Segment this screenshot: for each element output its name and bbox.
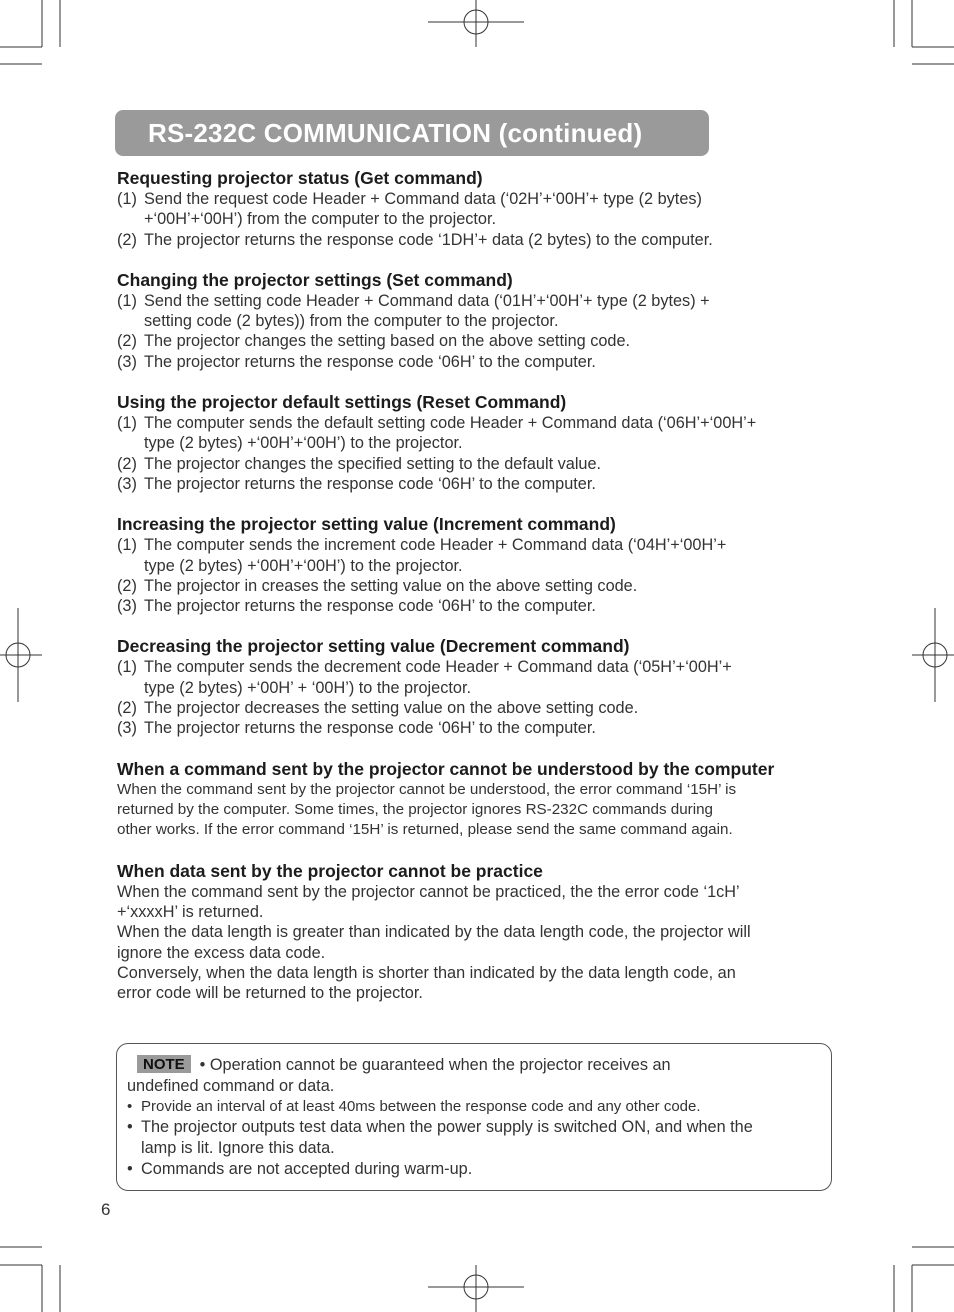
bullet-icon: • (127, 1097, 133, 1115)
section-heading: Changing the projector settings (Set command) (117, 269, 513, 290)
item-line: The projector returns the response code ‘06H’ to the computer. (144, 352, 596, 371)
item-line: type (2 bytes) +‘00H’+‘00H’) to the projector. (144, 434, 463, 453)
section-get-command (117, 168, 832, 250)
item-number: (2) (117, 230, 137, 249)
bullet-icon: • (127, 1159, 133, 1178)
item-number: (1) (117, 658, 137, 677)
section-heading: Requesting projector status (Get command) (117, 168, 483, 188)
note-text: Provide an interval of at least 40ms between the response code and any other code. (141, 1097, 701, 1115)
section-error-command (117, 759, 832, 841)
list-item (117, 230, 832, 250)
section-heading: When a command sent by the projector cannot be understood by the computer (117, 758, 775, 779)
paragraph-line: When the command sent by the projector cannot be practiced, the the error code ‘1cH’ (117, 882, 740, 901)
item-number: (1) (117, 291, 137, 310)
section-reset-command (117, 392, 832, 494)
item-line: The projector returns the response code ‘06H’ to the computer. (144, 719, 596, 738)
item-line: The projector returns the response code ‘06H’ to the computer. (144, 597, 596, 616)
item-number: (2) (117, 332, 137, 351)
page-number: 6 (101, 1200, 111, 1219)
item-line: type (2 bytes) +‘00H’+‘00H’) to the projector. (144, 556, 463, 575)
note-bullet-item (127, 1097, 821, 1118)
list-item (117, 331, 832, 351)
paragraph-line: +‘xxxxH’ is returned. (117, 903, 264, 922)
paragraph-line: other works. If the error command ‘15H’ is returned, please send the same command again. (117, 821, 733, 839)
list-item (117, 718, 832, 738)
item-number: (3) (117, 474, 137, 493)
list-item (117, 189, 832, 230)
paragraph-line: When the command sent by the projector cannot be understood, the error command ‘15H’ is (117, 780, 737, 798)
item-line: setting code (2 bytes)) from the computer to the projector. (144, 312, 559, 331)
list-item (117, 657, 832, 698)
section-heading: When data sent by the projector cannot be practice (117, 860, 543, 881)
item-number: (3) (117, 719, 137, 738)
section-heading: Increasing the projector setting value (Increment command) (117, 514, 616, 535)
paragraph-line: error code will be returned to the projector. (117, 984, 423, 1003)
section-heading: Using the projector default settings (Reset Command) (117, 392, 567, 413)
note-text: The projector outputs test data when the power supply is switched ON, and when the (141, 1118, 753, 1137)
note-text: lamp is lit. Ignore this data. (141, 1139, 335, 1158)
item-line: Send the request code Header + Command data (‘02H’+‘00H’+ type (2 bytes) (144, 190, 702, 208)
item-number: (2) (117, 699, 137, 718)
item-line: The computer sends the default setting code Header + Command data (‘06H’+‘00H’+ (144, 414, 757, 433)
list-item (117, 291, 832, 332)
list-item (117, 596, 832, 616)
title-banner (115, 110, 709, 156)
note-text: • Operation cannot be guaranteed when the projector receives an (199, 1056, 671, 1074)
item-number: (3) (117, 597, 137, 616)
section-set-command (117, 270, 832, 372)
item-number: (2) (117, 454, 137, 473)
item-line: +‘00H’+‘00H’) from the computer to the projector. (144, 210, 497, 229)
list-item (117, 474, 832, 494)
note-bullet-item (127, 1159, 821, 1180)
item-line: The projector returns the response code ‘1DH’+ data (2 bytes) to the computer. (144, 230, 713, 249)
item-line: The computer sends the decrement code Header + Command data (‘05H’+‘00H’+ (144, 658, 732, 677)
paragraph-line: When the data length is greater than indicated by the data length code, the projector will (117, 923, 751, 942)
item-number: (1) (117, 536, 137, 555)
note-first-line (127, 1055, 821, 1076)
note-bullet-item (127, 1117, 821, 1159)
page-title: RS-232C COMMUNICATION (continued) (148, 118, 643, 148)
bullet-icon: • (127, 1118, 133, 1137)
note-label: NOTE (137, 1055, 191, 1073)
paragraph-line: Conversely, when the data length is shorter than indicated by the data length code, an (117, 964, 736, 983)
item-line: The projector in creases the setting value on the above setting code. (144, 576, 638, 595)
section-decrement-command (117, 636, 832, 738)
content (117, 168, 832, 1004)
item-number: (1) (117, 190, 137, 208)
item-line: The projector changes the setting based on the above setting code. (144, 332, 631, 351)
item-line: The computer sends the increment code Header + Command data (‘04H’+‘00H’+ (144, 536, 727, 555)
section-heading: Decreasing the projector setting value (Decrement command) (117, 636, 630, 657)
list-item (117, 413, 832, 454)
list-item (117, 454, 832, 474)
list-item (117, 576, 832, 596)
list-item (117, 698, 832, 718)
note-text: Commands are not accepted during warm-up. (141, 1159, 473, 1178)
section-practice-error (117, 861, 832, 1004)
item-line: The projector changes the specified setting to the default value. (144, 454, 602, 473)
section-increment-command (117, 514, 832, 616)
item-number: (3) (117, 352, 137, 371)
list-item (117, 535, 832, 576)
item-line: Send the setting code Header + Command data (‘01H’+‘00H’+ type (2 bytes) + (144, 291, 710, 310)
paragraph-line: ignore the excess data code. (117, 943, 326, 962)
item-number: (2) (117, 576, 137, 595)
item-line: The projector returns the response code ‘06H’ to the computer. (144, 474, 596, 493)
list-item (117, 352, 832, 372)
paragraph-line: returned by the computer. Some times, the projector ignores RS-232C commands during (117, 801, 713, 819)
item-line: type (2 bytes) +‘00H’ + ‘00H’) to the projector. (144, 678, 471, 697)
note-box (116, 1043, 832, 1191)
item-number: (1) (117, 414, 137, 433)
note-text: undefined command or data. (127, 1076, 335, 1095)
item-line: The projector decreases the setting value on the above setting code. (144, 699, 639, 718)
